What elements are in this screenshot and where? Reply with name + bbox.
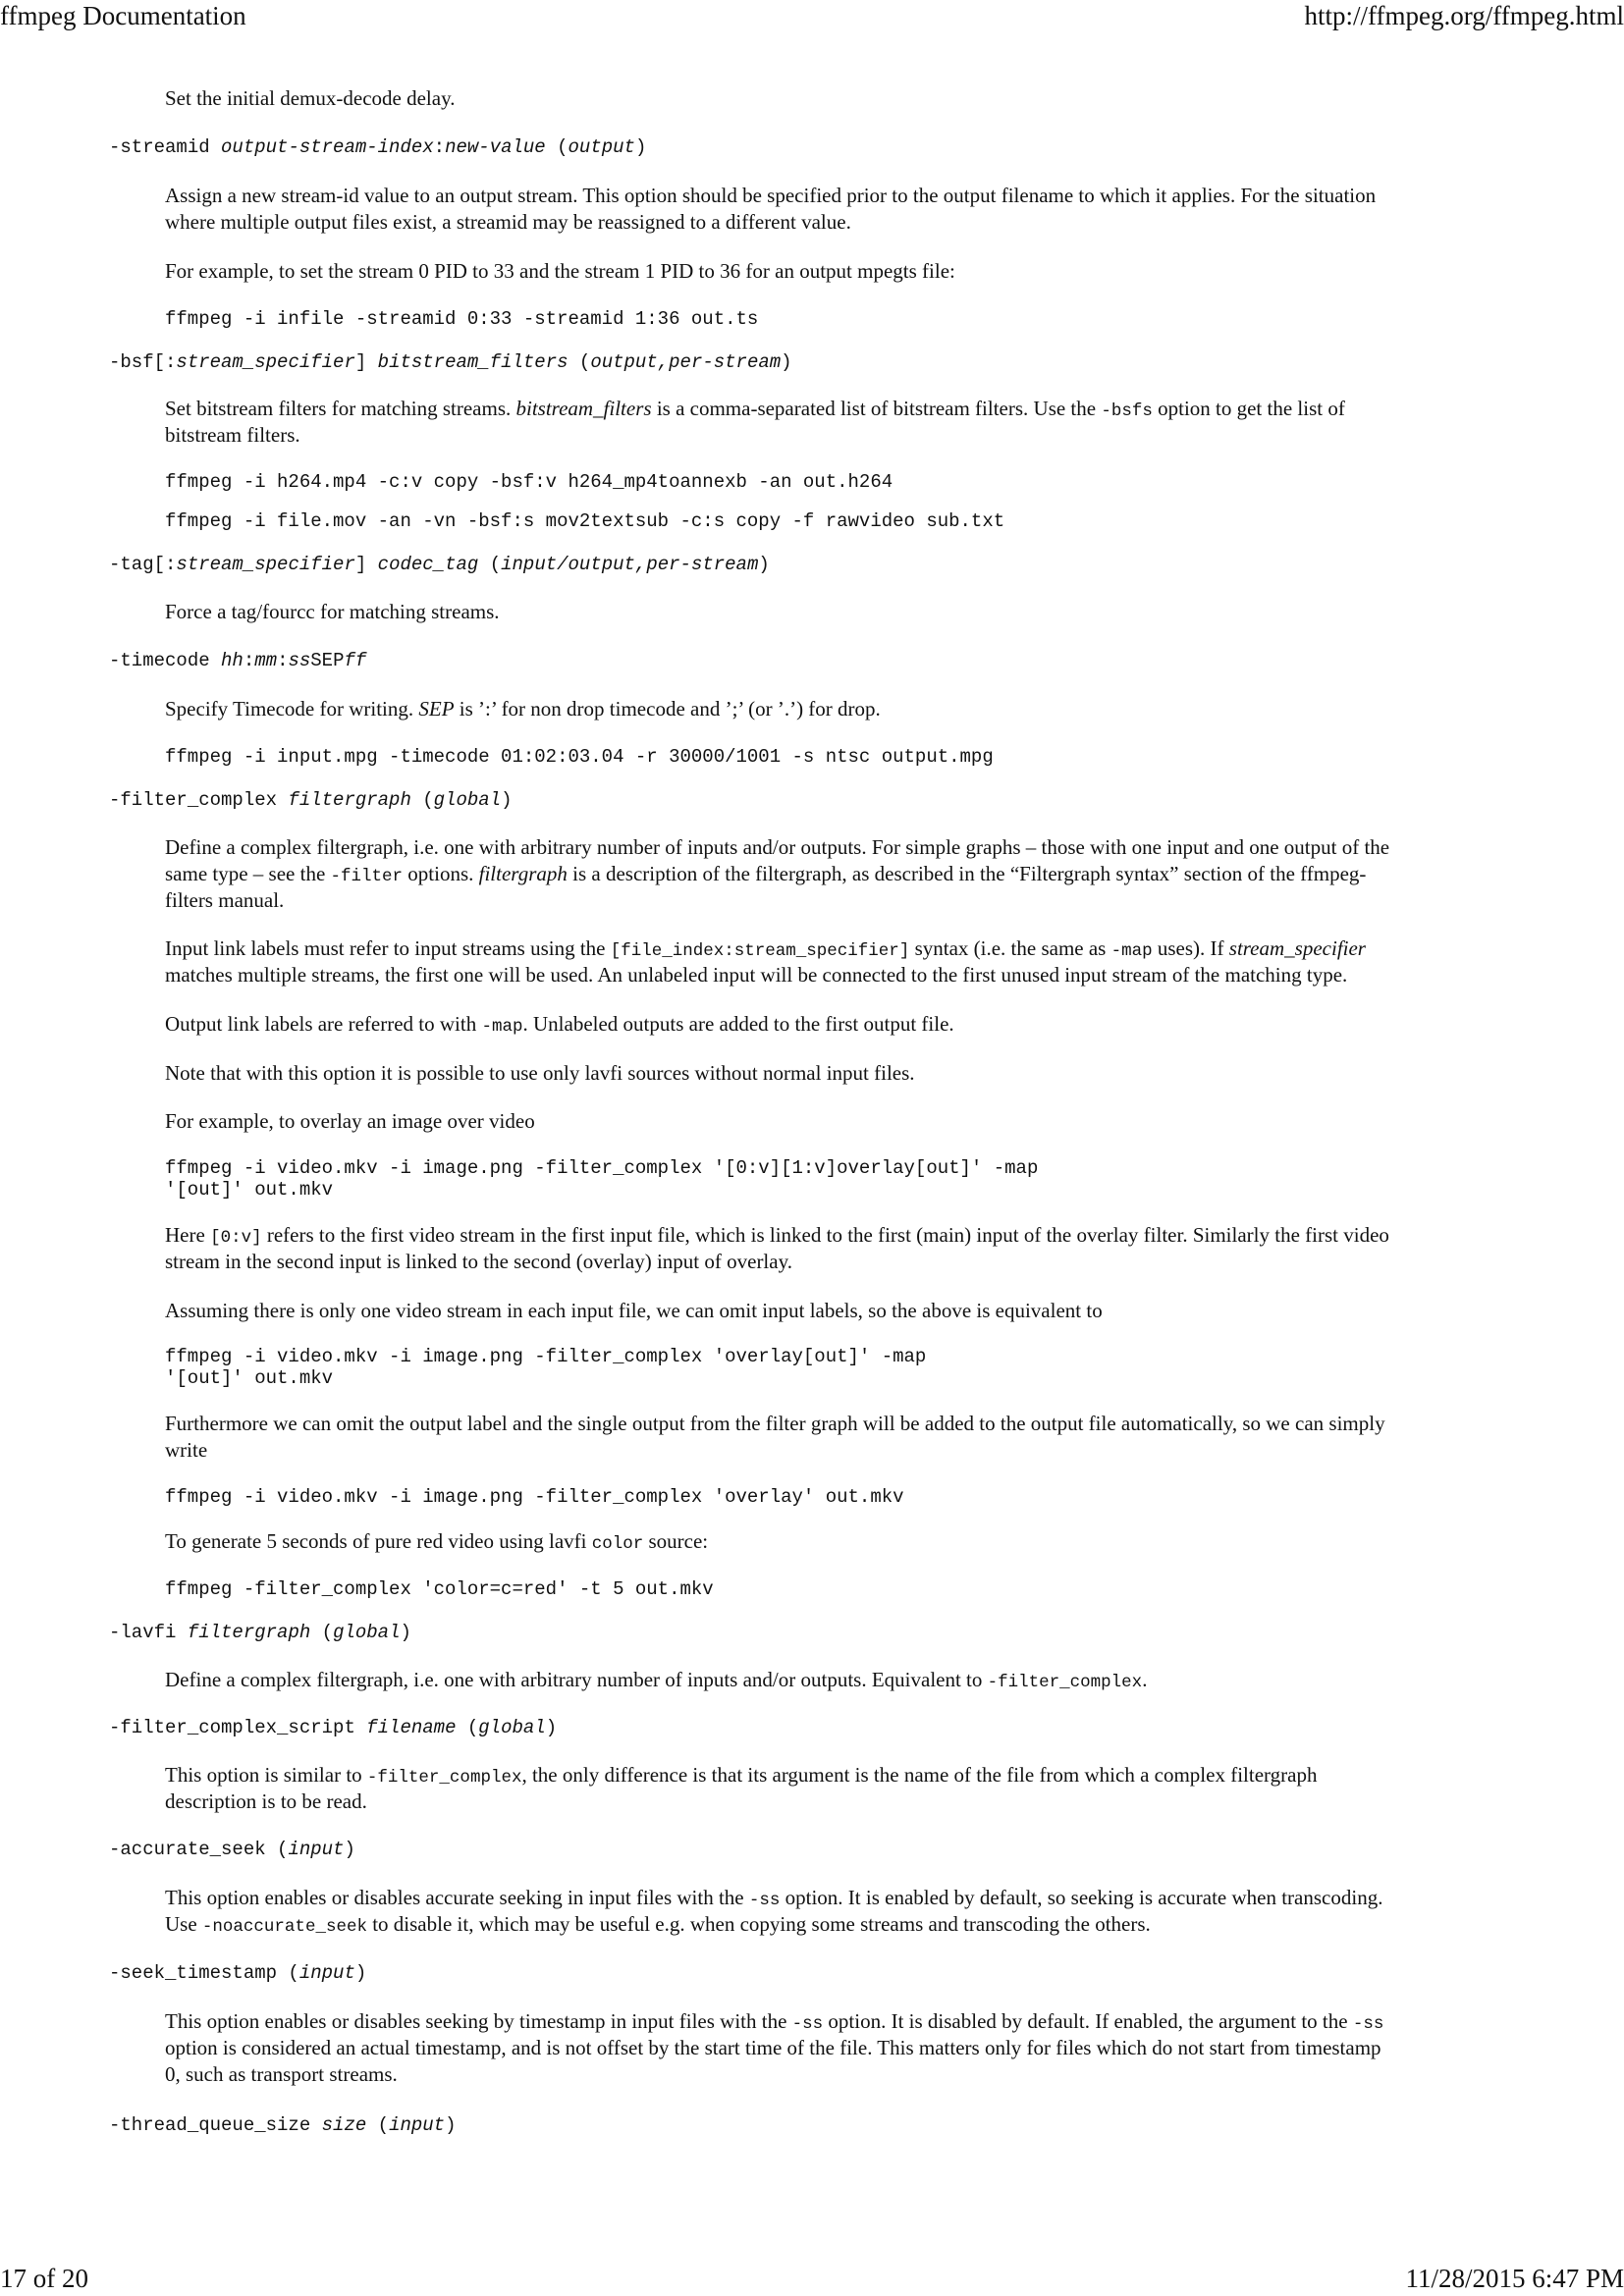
option-term xyxy=(109,1716,557,1739)
paragraph-line xyxy=(165,696,881,721)
paragraph-line xyxy=(165,2061,398,2087)
text-run: refers to the first video stream in the first input file, which is linked to the first (main) input of the overlay filter. Similarly the first video xyxy=(261,1223,1389,1247)
text-run: -seek_timestamp ( xyxy=(109,1962,299,1984)
inline-code: -map xyxy=(481,1017,523,1037)
text-run: description is to be read. xyxy=(165,1789,367,1813)
text-run: -bsf[: xyxy=(109,351,177,373)
text-run: -filter_complex_script xyxy=(109,1717,367,1738)
emphasis: input xyxy=(298,1962,355,1984)
paragraph-line xyxy=(165,599,500,624)
text-run: ( xyxy=(456,1717,479,1738)
paragraph-line xyxy=(165,2008,1383,2037)
text-run: to disable it, which may be useful e.g. when copying some streams and transcoding the others. xyxy=(366,1912,1151,1936)
option-term xyxy=(109,135,646,159)
code-example xyxy=(165,470,893,494)
text-run: This option enables or disables seeking by timestamp in input files with the xyxy=(165,2009,792,2033)
emphasis: new-value xyxy=(445,136,546,158)
paragraph-line xyxy=(165,1789,367,1814)
option-term xyxy=(109,553,770,576)
paragraph-line xyxy=(165,1437,207,1463)
text-run: ffmpeg -i video.mkv -i image.png -filter_complex '[0:v][1:v]overlay[out]' -map xyxy=(165,1157,1039,1179)
code-example xyxy=(165,1156,1038,1180)
code-example xyxy=(165,1366,333,1390)
footer-datetime: 11/28/2015 6:47 PM xyxy=(1405,2264,1624,2293)
emphasis: ff xyxy=(344,650,367,671)
text-run: Note that with this option it is possible to use only lavfi sources without normal input files. xyxy=(165,1061,915,1085)
text-run: ) xyxy=(758,554,770,575)
inline-code: -ss xyxy=(791,2014,824,2034)
text-run: ] xyxy=(354,351,378,373)
text-run: Use xyxy=(165,1912,202,1936)
text-run: ) xyxy=(501,789,513,811)
text-run: source: xyxy=(643,1529,709,1553)
inline-code: [file_index:stream_specifier] xyxy=(610,941,910,961)
text-run: For example, to overlay an image over video xyxy=(165,1109,535,1133)
text-run: -tag[: xyxy=(109,554,177,575)
code-example xyxy=(165,745,994,769)
emphasis: global xyxy=(433,789,502,811)
text-run: 0, such as transport streams. xyxy=(165,2062,398,2086)
paragraph-line xyxy=(165,258,955,284)
text-run: stream in the second input is linked to the second (overlay) input of overlay. xyxy=(165,1250,792,1273)
emphasis: input xyxy=(288,1839,345,1860)
emphasis: stream_specifier xyxy=(1228,936,1366,960)
option-term xyxy=(109,1961,366,1985)
paragraph-line xyxy=(165,1298,1103,1323)
emphasis: ss xyxy=(288,650,311,671)
paragraph-line xyxy=(165,887,284,913)
paragraph-line xyxy=(165,1667,1147,1695)
text-run: Set the initial demux-decode delay. xyxy=(165,86,456,110)
text-run: For example, to set the stream 0 PID to 33 and the stream 1 PID to 36 for an output mpegts file: xyxy=(165,259,955,283)
text-run: ) xyxy=(445,2114,457,2136)
paragraph-line xyxy=(165,1222,1389,1251)
footer-page-number: 17 of 20 xyxy=(0,2264,88,2293)
text-run: -thread_queue_size xyxy=(109,2114,322,2136)
option-term xyxy=(109,788,513,812)
inline-code: -filter_complex xyxy=(987,1673,1143,1692)
text-run: ( xyxy=(568,351,591,373)
code-example xyxy=(165,1345,926,1368)
text-run: is a comma-separated list of bitstream filters. Use the xyxy=(651,397,1102,420)
text-run: ( xyxy=(366,2114,390,2136)
text-run: is a description of the filtergraph, as described in the “Filtergraph syntax” section of the ffmpeg- xyxy=(567,862,1367,885)
text-run: . xyxy=(1142,1668,1148,1691)
text-run: bitstream filters. xyxy=(165,423,300,447)
inline-code: -bsfs xyxy=(1101,401,1153,421)
header-title: ffmpeg Documentation xyxy=(0,1,246,30)
emphasis: bitstream_filters xyxy=(377,351,568,373)
emphasis: output,per-stream xyxy=(590,351,782,373)
emphasis: codec_tag xyxy=(377,554,479,575)
text-run: , the only difference is that its argument is the name of the file from which a complex filtergraph xyxy=(521,1763,1318,1787)
text-run: ( xyxy=(410,789,434,811)
text-run: filters manual. xyxy=(165,888,285,912)
emphasis: stream_specifier xyxy=(176,351,355,373)
text-run: Input link labels must refer to input streams using the xyxy=(165,936,611,960)
text-run: Define a complex filtergraph, i.e. one with arbitrary number of inputs and/or outputs. For simple graphs – those with one input and one output of the xyxy=(165,835,1390,859)
emphasis: output xyxy=(568,136,635,158)
text-run: ffmpeg -i input.mpg -timecode 01:02:03.04 -r 30000/1001 -s ntsc output.mpg xyxy=(165,746,994,768)
code-example xyxy=(165,307,758,331)
emphasis: size xyxy=(321,2114,367,2136)
text-run: uses). If xyxy=(1152,936,1229,960)
text-run: ) xyxy=(400,1622,411,1643)
text-run: ffmpeg -i file.mov -an -vn -bsf:s mov2textsub -c:s copy -f rawvideo sub.txt xyxy=(165,510,1005,532)
option-term xyxy=(109,649,366,672)
text-run: Assuming there is only one video stream in each input file, we can omit input labels, so the above is equivalent to xyxy=(165,1299,1103,1322)
text-run: : xyxy=(277,650,289,671)
paragraph-line xyxy=(165,1528,708,1557)
paragraph-line xyxy=(165,1249,792,1274)
text-run: Set bitstream filters for matching streams. xyxy=(165,397,516,420)
option-term xyxy=(109,1621,411,1644)
emphasis: stream_specifier xyxy=(176,554,355,575)
text-run: ( xyxy=(310,1622,334,1643)
option-term xyxy=(109,350,792,374)
text-run: option. It is disabled by default. If enabled, the argument to the xyxy=(823,2009,1353,2033)
text-run: -streamid xyxy=(109,136,222,158)
text-run: ffmpeg -i video.mkv -i image.png -filter_complex 'overlay' out.mkv xyxy=(165,1486,904,1508)
text-run: Output link labels are referred to with xyxy=(165,1012,482,1036)
text-run: Furthermore we can omit the output label and the single output from the filter graph will be added to the output file automatically, so we can simply xyxy=(165,1412,1385,1435)
text-run: To generate 5 seconds of pure red video using lavfi xyxy=(165,1529,592,1553)
text-run: . Unlabeled outputs are added to the first output file. xyxy=(522,1012,954,1036)
paragraph-line xyxy=(165,1411,1385,1436)
paragraph-line xyxy=(165,209,851,235)
text-run: -filter_complex xyxy=(109,789,289,811)
emphasis: global xyxy=(333,1622,401,1643)
text-run: Specify Timecode for writing. xyxy=(165,697,419,721)
text-run: Here xyxy=(165,1223,211,1247)
code-example xyxy=(165,1178,333,1201)
paragraph-line xyxy=(165,962,1347,988)
paragraph-line xyxy=(165,422,300,448)
text-run: : xyxy=(243,650,255,671)
paragraph-line xyxy=(165,183,1376,208)
header-url[interactable]: http://ffmpeg.org/ffmpeg.html xyxy=(1304,1,1624,30)
emphasis: mm xyxy=(254,650,278,671)
text-run: ) xyxy=(781,351,792,373)
emphasis: input xyxy=(389,2114,446,2136)
text-run: option. It is enabled by default, so seeking is accurate when transcoding. xyxy=(780,1886,1383,1909)
text-run: ) xyxy=(545,1717,558,1738)
text-run: ffmpeg -i infile -streamid 0:33 -streamid 1:36 out.ts xyxy=(165,308,759,330)
text-run: option to get the list of xyxy=(1152,397,1345,420)
text-run: options. xyxy=(403,862,479,885)
code-example xyxy=(165,1485,904,1509)
text-run: '[out]' out.mkv xyxy=(165,1367,334,1389)
paragraph-line xyxy=(165,935,1366,964)
text-run: ffmpeg -i h264.mp4 -c:v copy -bsf:v h264_mp4toannexb -an out.h264 xyxy=(165,471,893,493)
emphasis: hh xyxy=(221,650,244,671)
paragraph-line xyxy=(165,2035,1381,2060)
paragraph-line xyxy=(165,834,1389,860)
inline-code: -ss xyxy=(1352,2014,1384,2034)
inline-code: color xyxy=(591,1534,644,1554)
code-example xyxy=(165,509,1004,533)
emphasis: global xyxy=(478,1717,546,1738)
text-run: Define a complex filtergraph, i.e. one with arbitrary number of inputs and/or outputs. Equivalent to xyxy=(165,1668,988,1691)
text-run: write xyxy=(165,1438,208,1462)
inline-code: -ss xyxy=(748,1891,781,1910)
text-run: ] xyxy=(354,554,378,575)
text-run: SEP xyxy=(310,650,345,671)
text-run: is ’:’ for non drop timecode and ’;’ (or ’.’) for drop. xyxy=(454,697,881,721)
emphasis: input/output,per-stream xyxy=(501,554,759,575)
paragraph-line xyxy=(165,1762,1317,1790)
paragraph-line xyxy=(165,1911,1151,1940)
inline-code: -filter_complex xyxy=(366,1768,522,1788)
emphasis: filtergraph xyxy=(288,789,411,811)
emphasis: SEP xyxy=(418,697,455,721)
emphasis: bitstream_filters xyxy=(515,397,652,420)
text-run: This option is similar to xyxy=(165,1763,367,1787)
option-term xyxy=(109,1838,355,1861)
code-example xyxy=(165,1577,714,1601)
emphasis: output-stream-index xyxy=(221,136,434,158)
emphasis: filename xyxy=(366,1717,457,1738)
text-run: same type – see the xyxy=(165,862,331,885)
text-run: This option enables or disables accurate seeking in input files with the xyxy=(165,1886,749,1909)
text-run: Force a tag/fourcc for matching streams. xyxy=(165,600,500,623)
paragraph-line xyxy=(165,1108,535,1134)
text-run: ffmpeg -filter_complex 'color=c=red' -t 5 out.mkv xyxy=(165,1578,714,1600)
inline-code: -filter xyxy=(330,867,404,886)
option-term xyxy=(109,2113,456,2137)
inline-code: -noaccurate_seek xyxy=(201,1917,367,1937)
text-run: matches multiple streams, the first one will be used. An unlabeled input will be connected to the first unused input stream of the matching type. xyxy=(165,963,1348,987)
text-run: ) xyxy=(344,1839,355,1860)
text-run: Assign a new stream-id value to an output stream. This option should be specified prior to the output filename to which it applies. For the situation xyxy=(165,184,1377,207)
paragraph-line xyxy=(165,1885,1382,1913)
text-run: ) xyxy=(634,136,647,158)
text-run: : xyxy=(433,136,446,158)
text-run: -timecode xyxy=(109,650,222,671)
inline-code: [0:v] xyxy=(210,1228,262,1248)
text-run: ( xyxy=(545,136,568,158)
text-run: '[out]' out.mkv xyxy=(165,1179,334,1201)
emphasis: filtergraph xyxy=(187,1622,311,1643)
paragraph-line xyxy=(165,1060,915,1086)
paragraph-line xyxy=(165,861,1366,889)
text-run: where multiple output files exist, a streamid may be reassigned to a different value. xyxy=(165,210,851,234)
paragraph-line xyxy=(165,1011,954,1040)
text-run: -accurate_seek ( xyxy=(109,1839,289,1860)
paragraph-line xyxy=(165,85,455,111)
inline-code: -map xyxy=(1110,941,1153,961)
text-run: ffmpeg -i video.mkv -i image.png -filter_complex 'overlay[out]' -map xyxy=(165,1346,927,1367)
paragraph-line xyxy=(165,396,1345,424)
text-run: ( xyxy=(478,554,502,575)
emphasis: filtergraph xyxy=(478,862,568,885)
text-run: ) xyxy=(354,1962,367,1984)
text-run: syntax (i.e. the same as xyxy=(909,936,1111,960)
text-run: option is considered an actual timestamp, and is not offset by the start time of the file. This matters only for files which do not start from timestamp xyxy=(165,2036,1381,2059)
text-run: -lavfi xyxy=(109,1622,188,1643)
